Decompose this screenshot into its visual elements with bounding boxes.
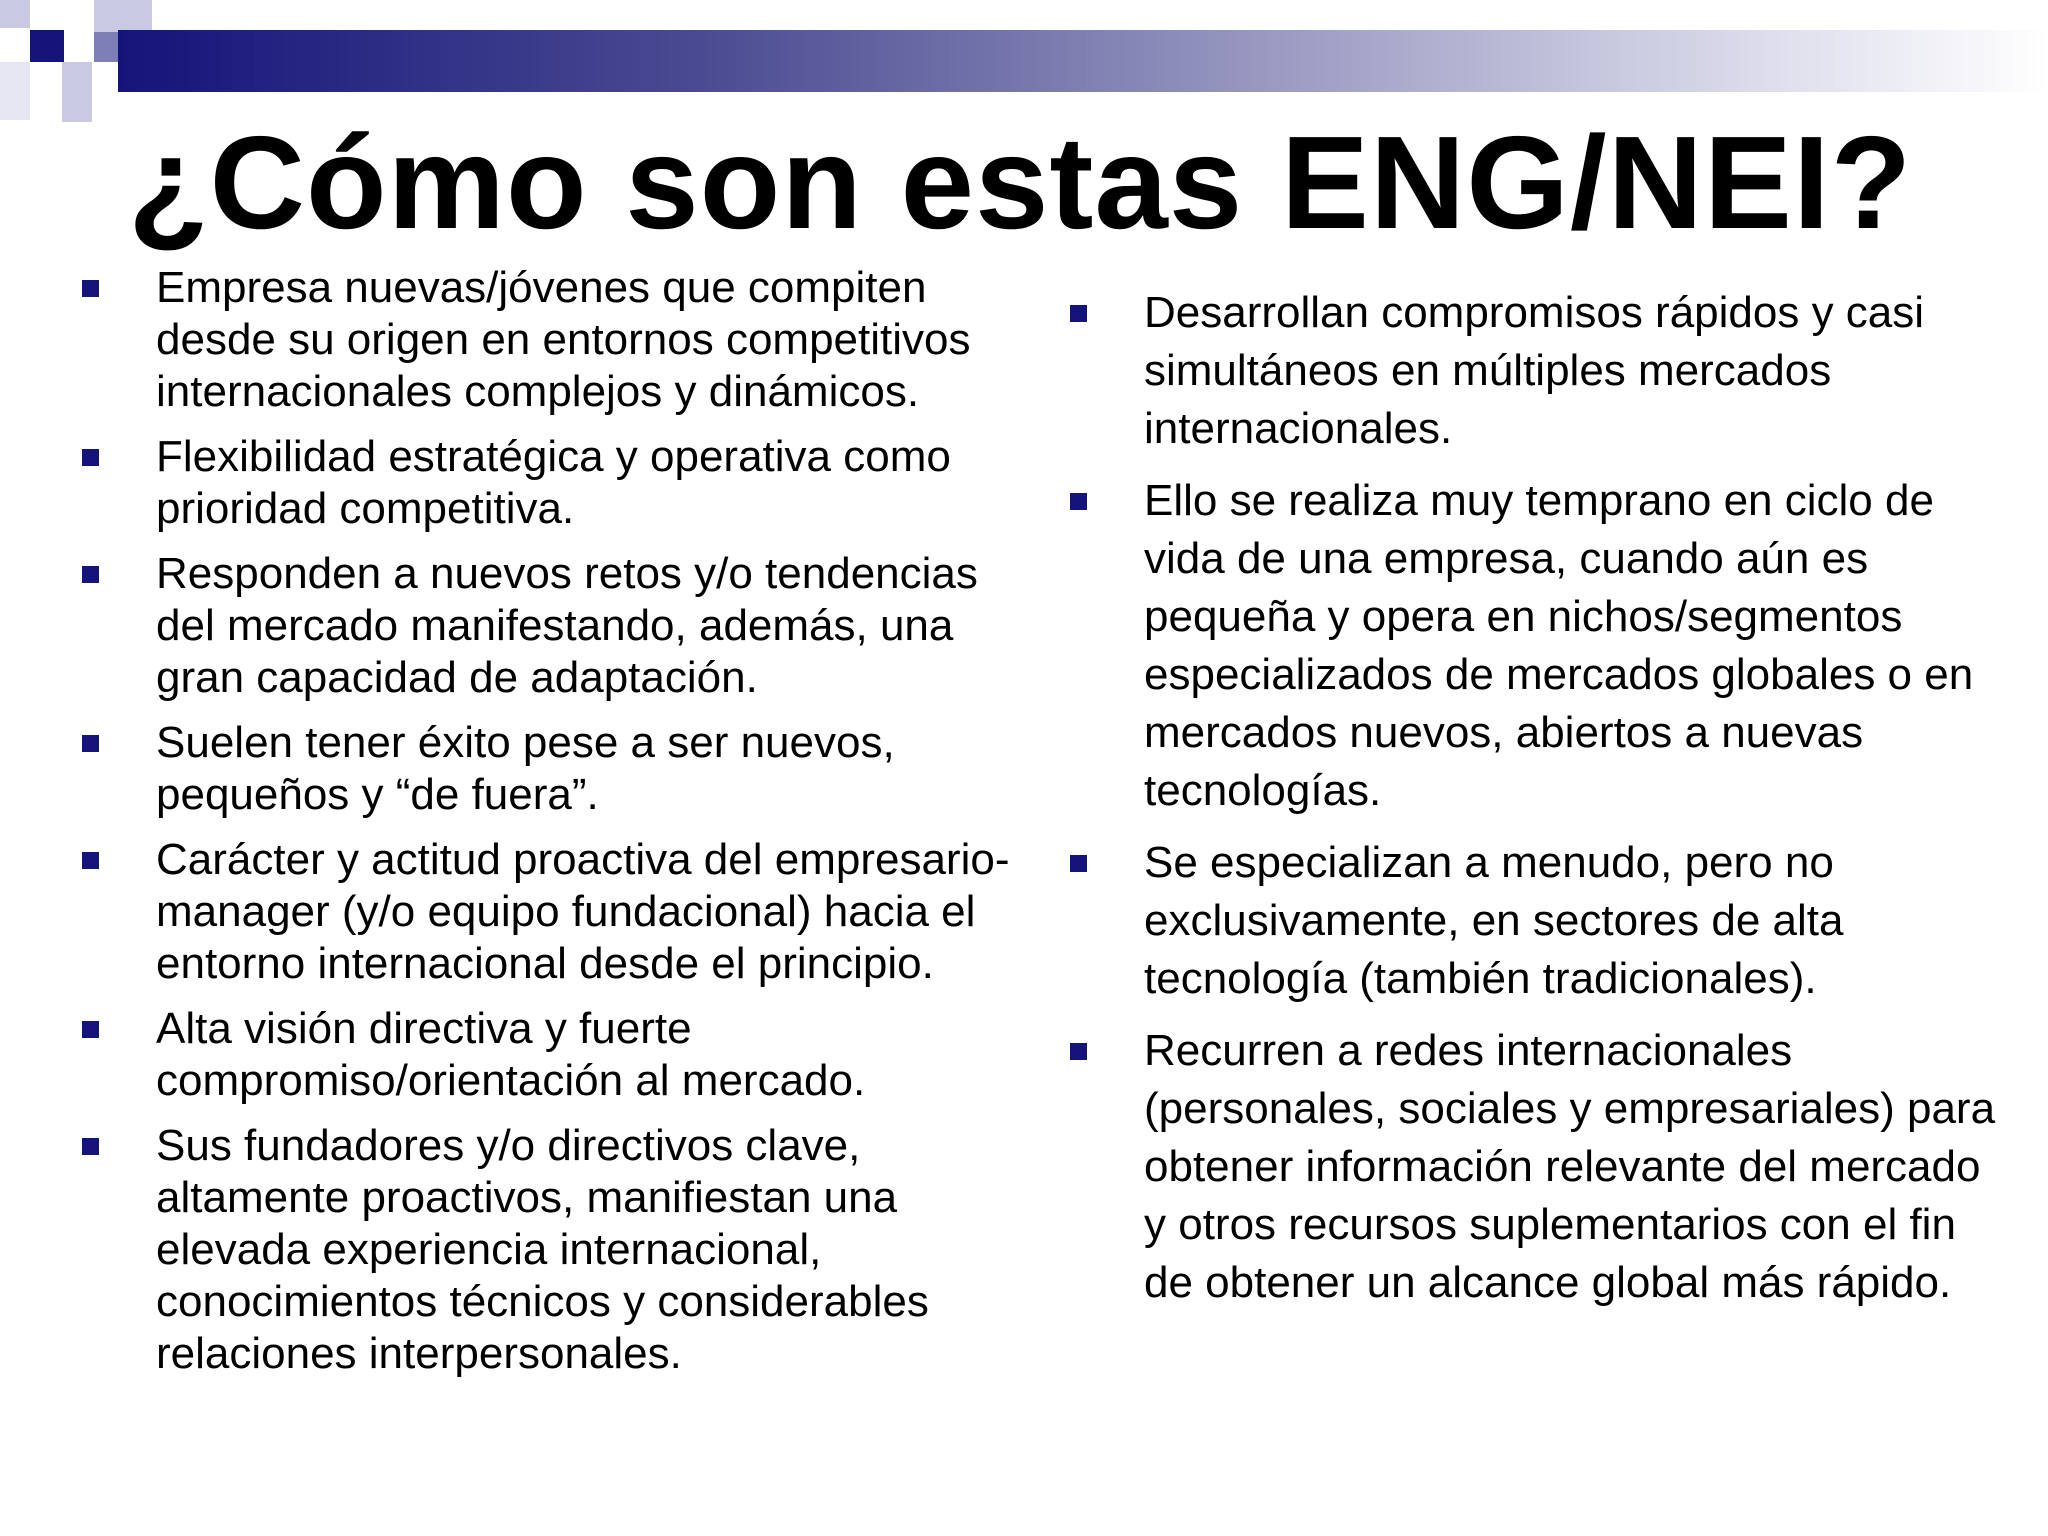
list-item-text: Empresa nuevas/jóvenes que compiten desde su origen en entornos competitivos internacionales complejos y dinámicos. [156,263,971,416]
square-bullet-icon [82,1021,99,1038]
list-item [82,548,1022,704]
decor-square [94,0,152,32]
square-bullet-icon [1070,855,1087,872]
list-item [1070,834,2010,1008]
list-item-text: Ello se realiza muy temprano en ciclo de vida de una empresa, cuando aún es pequeña y opera en nichos/segmentos especializados de mercados globales o en mercados nuevos, abiertos a nuevas tecnologías. [1144,476,1974,815]
list-item-text: Alta visión directiva y fuerte compromiso/orientación al mercado. [156,1004,866,1105]
list-item-text: Responden a nuevos retos y/o tendencias del mercado manifestando, además, una gran capacidad de adaptación. [156,549,978,702]
square-bullet-icon [1070,1043,1087,1060]
square-bullet-icon [82,852,99,869]
decor-square [62,62,92,92]
right-bullet-list [1070,284,2010,1326]
list-item-text: Sus fundadores y/o directivos clave, altamente proactivos, manifiestan una elevada experiencia internacional, conocimientos técnicos y considerables relaciones interpersonales. [156,1121,929,1378]
list-item-text: Desarrollan compromisos rápidos y casi simultáneos en múltiples mercados internacionales. [1144,288,1925,453]
list-item-text: Carácter y actitud proactiva del empresario-manager (y/o equipo fundacional) hacia el entorno internacional desde el principio. [156,835,1010,988]
left-bullet-list [82,262,1022,1393]
square-bullet-icon [82,566,99,583]
square-bullet-icon [82,1138,99,1155]
list-item [82,717,1022,821]
list-item [82,1120,1022,1380]
decor-square [62,92,92,122]
list-item-text: Flexibilidad estratégica y operativa como prioridad competitiva. [156,432,951,533]
decor-square [30,30,64,62]
list-item-text: Recurren a redes internacionales (personales, sociales y empresariales) para obtener información relevante del mercado y otros recursos suplementarios con el fin de obtener un alcance global más rápido. [1144,1026,1996,1307]
slide-title: ¿Cómo son estas ENG/NEI? [128,109,1913,256]
square-bullet-icon [82,280,99,297]
list-item [1070,1022,2010,1312]
list-item [1070,472,2010,820]
list-item [1070,284,2010,458]
square-bullet-icon [82,735,99,752]
square-bullet-icon [1070,305,1087,322]
decor-square [0,0,30,28]
list-item-text: Se especializan a menudo, pero no exclusivamente, en sectores de alta tecnología (también tradicionales). [1144,838,1844,1003]
square-bullet-icon [1070,493,1087,510]
square-bullet-icon [82,449,99,466]
list-item-text: Suelen tener éxito pese a ser nuevos, pequeños y “de fuera”. [156,718,895,819]
list-item [82,1003,1022,1107]
decor-square [0,62,30,120]
header-gradient-bar [118,30,2048,92]
list-item [82,431,1022,535]
list-item [82,834,1022,990]
list-item [82,262,1022,418]
